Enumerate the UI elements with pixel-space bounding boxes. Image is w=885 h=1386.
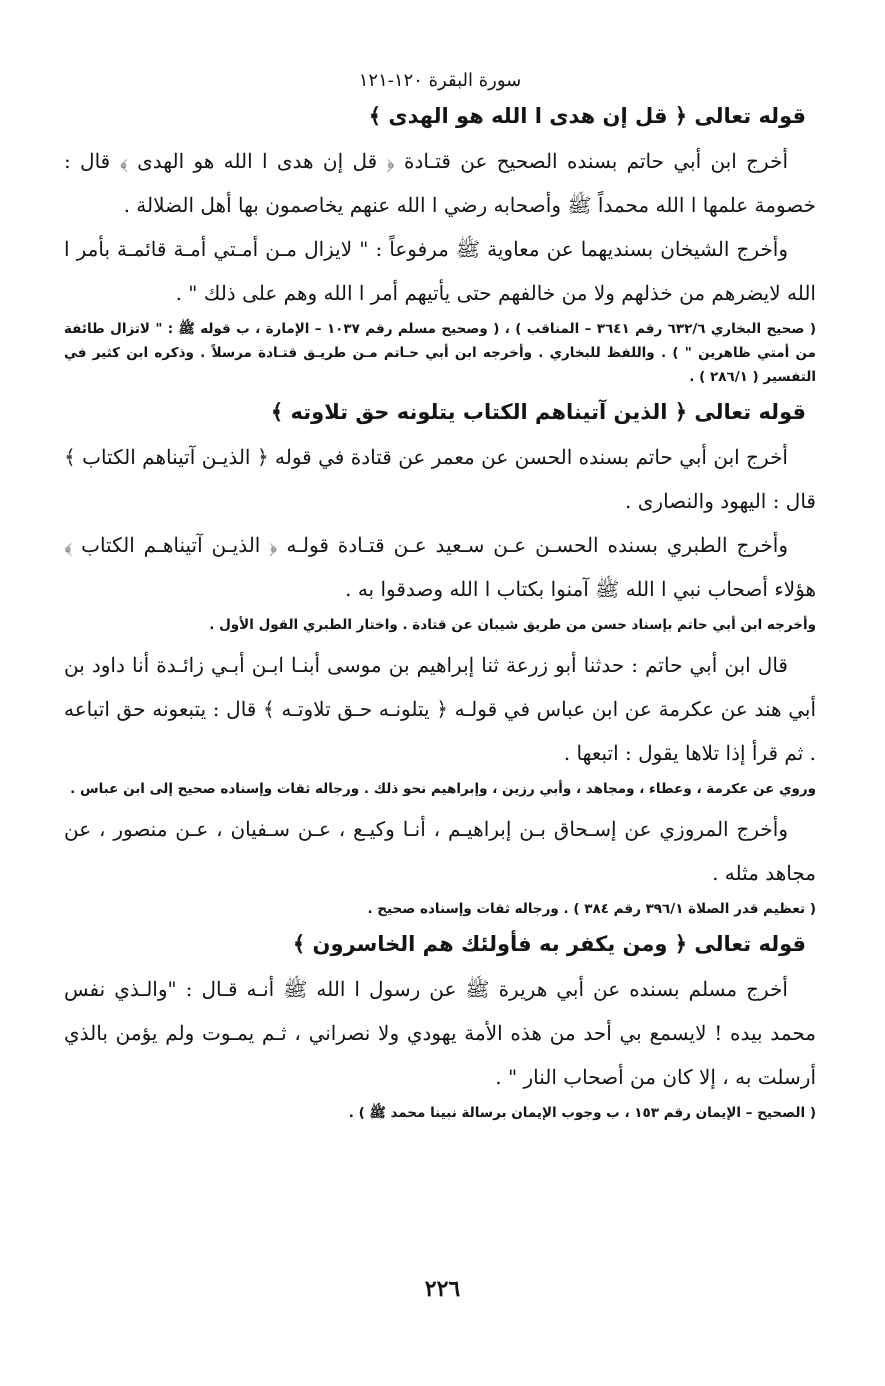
- section-heading: قوله تعالى ﴿ ومن يكفر به فأولئك هم الخاسرون ﴾: [292, 932, 806, 956]
- paragraph: وأخرج الطبري بسنده الحسـن عـن سـعيد عـن قتـادة قولـه ﴿ الذيـن آتيناهـم الكتاب ﴾ هؤلاء أصحاب نبي ا الله ﷺ آمنوا بكتاب ا الله وصدقوا به .: [64, 533, 816, 601]
- footnote: ( صحيح البخاري ٦٣٢/٦ رقم ٣٦٤١ – المناقب ) ، ( وصحيح مسلم رقم ١٠٣٧ – الإمارة ، ب قوله ﷺ : " لاتزال طائفة من أمتي ظاهرين " ) . واللفظ للبخاري . وأخرجه ابن أبي حـاتم مـن طريـق قتـادة مرسلاً . وذكره ابن كثير في التفسير ( ٢٨٦/١ ) .: [64, 321, 816, 385]
- section-heading: قوله تعالى ﴿ قل إن هدى ا الله هو الهدى ﴾: [368, 104, 806, 128]
- page-body: [64, 70, 816, 1131]
- paragraph: أخرج ابن أبي حاتم بسنده الحسن عن معمر عن قتادة في قوله ﴿ الذيـن آتيناهم الكتاب ﴾ قال : اليهود والنصارى .: [64, 445, 816, 513]
- paragraph: وأخرج المروزي عن إسـحاق بـن إبراهيـم ، أنـا وكيـع ، عـن سـفيان ، عـن منصور ، عن مجاهد مثله .: [64, 817, 816, 885]
- paragraph: وأخرج الشيخان بسنديهما عن معاوية ﷺ مرفوعاً : " لايزال مـن أمـتي أمـة قائمـة بأمر ا الله لايضرهم من خذلهم ولا من خالفهم حتى يأتيهم أمر ا الله وهم على ذلك " .: [64, 237, 816, 305]
- footnote: ( تعظيم قدر الصلاة ٣٩٦/١ رقم ٣٨٤ ) . ورجاله ثقات وإسناده صحيح .: [367, 901, 816, 917]
- footnote: ( الصحيح – الإيمان رقم ١٥٣ ، ب وجوب الإيمان برسالة نبينا محمد ﷺ ) .: [348, 1105, 816, 1121]
- running-head: سورة البقرة ١٢٠-١٢١: [358, 70, 522, 91]
- footnote: وروي عن عكرمة ، وعطاء ، ومجاهد ، وأبي رزين ، وإبراهيم نحو ذلك . ورجاله ثقات وإسناده صحيح إلى ابن عباس .: [70, 781, 816, 797]
- footnote: وأخرجه ابن أبي حاتم بإسناد حسن من طريق شيبان عن قتادة . واختار الطبري القول الأول .: [209, 617, 816, 633]
- paragraph: قال ابن أبي حاتم : حدثنا أبو زرعة ثنا إبراهيم بن موسى أبنـا ابـن أبـي زائـدة أنا داود بن أبي هند عن عكرمة عن ابن عباس في قولـه ﴿ يتلونـه حـق تلاوتـه ﴾ قال : يتبعونه حق اتباعه . ثم قرأ إذا تلاها يقول : اتبعها .: [64, 653, 816, 765]
- page-number: ٢٢٦: [424, 1276, 461, 1302]
- paragraph: أخرج مسلم بسنده عن أبي هريرة ﷺ عن رسول ا الله ﷺ أنـه قـال : "والـذي نفس محمد بيده ! لايسمع بي أحد من هذه الأمة يهودي ولا نصراني ، ثـم يمـوت ولم يؤمن بالذي أرسلت به ، إلا كان من أصحاب النار " .: [64, 977, 816, 1089]
- section-heading: قوله تعالى ﴿ الذين آتيناهم الكتاب يتلونه حق تلاوته ﴾: [270, 400, 806, 424]
- paragraph: أخرج ابن أبي حاتم بسنده الصحيح عن قتـادة ﴿ قل إن هدى ا الله هو الهدى ﴾ قال : خصومة علمها ا الله محمداً ﷺ وأصحابه رضي ا الله عنهم يخاصمون بها أهل الضلالة .: [64, 149, 816, 217]
